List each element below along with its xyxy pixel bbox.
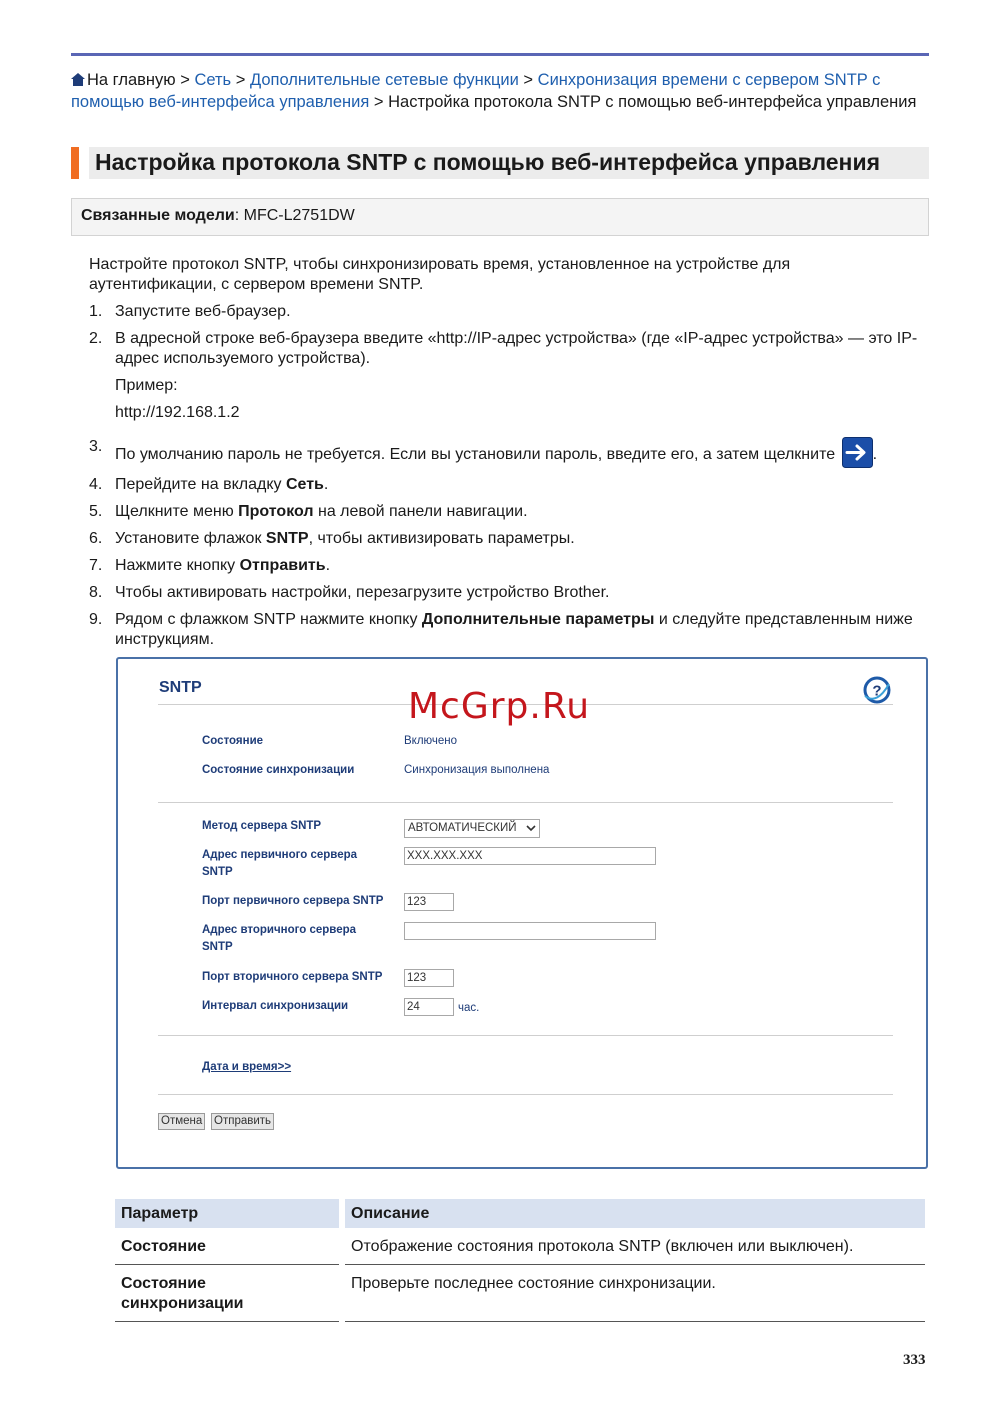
primary-server-address-label: Адрес первичного сервера SNTP [202,849,358,878]
sntp-settings-screenshot [116,657,928,1169]
home-icon [71,73,85,86]
sntp-method-select[interactable]: АВТОМАТИЧЕСКИЙ [404,819,540,838]
help-icon[interactable] [862,675,892,705]
secondary-server-address-label: Адрес вторичного сервера SNTP [202,924,357,953]
table-cell-desc: Отображение состояния протокола SNTP (включен или выключен). [345,1228,925,1265]
table-header-description: Описание [345,1199,925,1228]
step-example-label: Пример: [115,377,178,394]
step: 3. По умолчанию пароль не требуется. Если вы установили пароль, введите его, а затем щелкните . [89,437,929,468]
step: 8. Чтобы активировать настройки, перезагрузите устройство Brother. [89,584,610,601]
sync-status-value: Синхронизация выполнена [404,764,550,776]
table-cell-param: Состояние [115,1228,339,1265]
breadcrumb-link-sntp-sync[interactable]: Синхронизация времени с сервером SNTP с помощью веб-интерфейса управления [71,71,881,111]
step: 2. В адресной строке веб-браузера введите «http://IP-адрес устройства» (где «IP-адрес устройства» — это IP-адрес используемого устройства). Пример: http://192.168.1.2 [89,329,929,423]
top-rule [71,53,929,56]
chevron-down-icon [525,822,537,834]
cancel-button[interactable]: Отмена [158,1113,205,1130]
primary-server-port-label: Порт первичного сервера SNTP [202,895,384,907]
svg-text:?: ? [872,682,882,700]
step: 5. Щелкните меню Протокол на левой панели навигации. [89,503,528,520]
step-example-url: http://192.168.1.2 [115,404,240,421]
divider [158,802,893,803]
parameter-table [115,1199,925,1322]
status-label: Состояние [202,735,264,747]
date-time-link[interactable]: Дата и время>> [202,1061,292,1073]
submit-button[interactable]: Отправить [211,1113,274,1130]
step: 9. Рядом с флажком SNTP нажмите кнопку Дополнительные параметры и следуйте представленным ниже инструкциям. [89,611,913,648]
page-title: Настройка протокола SNTP с помощью веб-интерфейса управления [95,149,881,175]
sync-interval-label: Интервал синхронизации [202,1000,349,1012]
step: 7. Нажмите кнопку Отправить. [89,557,331,574]
page-number: 333 [903,1352,926,1368]
breadcrumb-link-advanced[interactable]: Дополнительные сетевые функции [249,71,519,89]
sntp-screen-title: SNTP [159,679,202,696]
step: 1. Запустите веб-браузер. [89,303,291,320]
primary-server-address-input[interactable] [404,847,656,865]
table-row [115,1228,925,1265]
secondary-server-port-input[interactable] [404,969,454,987]
table-header-parameter: Параметр [115,1199,339,1228]
sync-status-label: Состояние синхронизации [202,764,355,776]
breadcrumb-home[interactable]: На главную [87,71,176,89]
divider [158,1094,893,1095]
watermark: McGrp.Ru [408,686,591,727]
table-cell-desc: Проверьте последнее состояние синхронизации. [345,1265,925,1322]
divider [158,1035,893,1036]
step: 6. Установите флажок SNTP, чтобы активизировать параметры. [89,530,575,547]
secondary-server-address-input[interactable] [404,922,656,940]
secondary-server-port-label: Порт вторичного сервера SNTP [202,971,383,983]
page-title-block [71,147,929,179]
primary-server-port-input[interactable] [404,893,454,911]
breadcrumb: На главную > Сеть > Дополнительные сетевые функции > Синхронизация времени с сервером SNTP с помощью веб-интерфейса управления > Настройка протокола SNTP с помощью веб-интерфейса управления [71,71,917,111]
sync-interval-unit: час. [458,1002,480,1014]
table-row [115,1265,925,1322]
steps-list [89,302,929,657]
title-accent-bar [71,147,79,179]
status-value: Включено [404,735,458,747]
related-models: Связанные модели: MFC-L2751DW [71,198,929,236]
table-cell-param: Состояние синхронизации [115,1265,339,1322]
step: 4. Перейдите на вкладку Сеть. [89,476,329,493]
breadcrumb-link-network[interactable]: Сеть [194,71,232,89]
sync-interval-input[interactable] [404,998,454,1016]
sntp-method-label: Метод сервера SNTP [202,820,322,832]
intro-text: Настройте протокол SNTP, чтобы синхронизировать время, установленное на устройстве для аутентификации, с сервером времени SNTP. [89,256,791,293]
breadcrumb-current: Настройка протокола SNTP с помощью веб-интерфейса управления [388,92,917,111]
arrow-right-icon [842,437,873,468]
